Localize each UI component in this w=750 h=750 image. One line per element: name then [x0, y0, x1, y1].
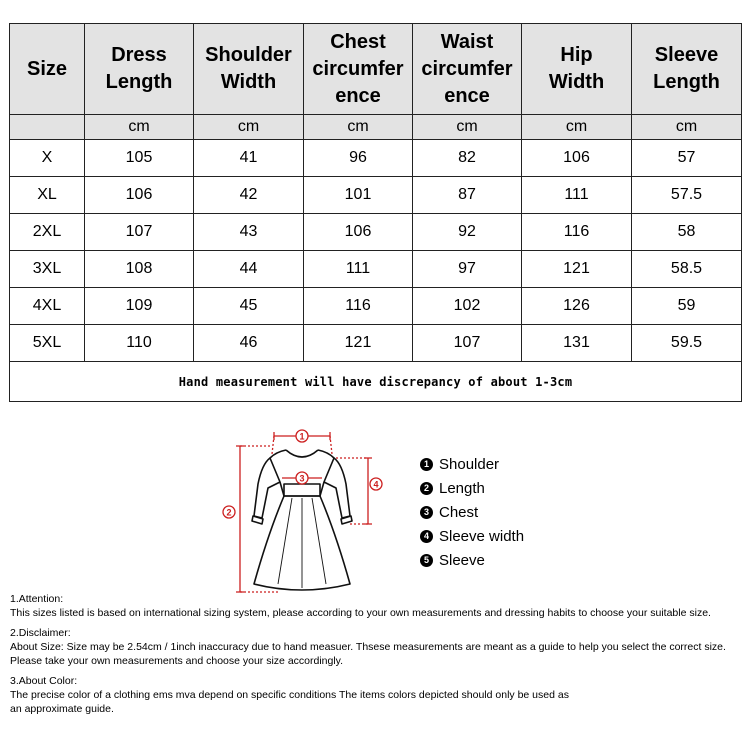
number-badge-icon: 2	[420, 482, 433, 495]
legend-label: Chest	[439, 503, 479, 521]
unit-cell: cm	[522, 115, 632, 140]
marker-3	[296, 472, 308, 484]
table-cell: 97	[413, 251, 522, 288]
table-cell: 59.5	[632, 325, 742, 362]
attention-title: 1.Attention:	[10, 593, 64, 605]
size-cell: XL	[10, 177, 85, 214]
size-cell: 5XL	[10, 325, 85, 362]
table-cell: 57	[632, 140, 742, 177]
color-text: an approximate guide.	[10, 703, 114, 715]
disclaimer-text: About Size: Size may be 2.54cm / 1inch inaccuracy due to hand measuer. Thsese measurements are meant as a guide to help you select the correct size.	[10, 641, 726, 653]
table-row	[10, 140, 742, 177]
measurement-note-row	[10, 362, 742, 402]
table-row	[10, 214, 742, 251]
legend-item	[420, 548, 524, 572]
notes-section	[10, 592, 745, 722]
header-cell: Size	[10, 24, 85, 115]
disclaimer-text: Please take your own measurements and choose your size accordingly.	[10, 655, 344, 667]
measurement-legend	[420, 452, 524, 572]
header-cell: Chest circumfer ence	[304, 24, 413, 115]
table-row	[10, 177, 742, 214]
legend-label: Shoulder	[439, 455, 500, 473]
table-cell: 57.5	[632, 177, 742, 214]
color-block	[10, 674, 745, 716]
table-cell: 46	[194, 325, 304, 362]
legend-item	[420, 524, 524, 548]
unit-cell: cm	[632, 115, 742, 140]
table-cell: 107	[413, 325, 522, 362]
header-cell: Dress Length	[85, 24, 194, 115]
number-badge-icon: 1	[420, 458, 433, 471]
table-cell: 41	[194, 140, 304, 177]
svg-text:4: 4	[373, 479, 379, 490]
table-cell: 44	[194, 251, 304, 288]
svg-text:2: 2	[226, 507, 232, 518]
table-row	[10, 251, 742, 288]
size-table	[9, 23, 742, 402]
attention-block	[10, 592, 745, 620]
table-cell: 106	[304, 214, 413, 251]
svg-text:1: 1	[299, 431, 305, 442]
unit-row	[10, 115, 742, 140]
size-cell: 3XL	[10, 251, 85, 288]
table-cell: 106	[85, 177, 194, 214]
unit-cell	[10, 115, 85, 140]
marker-1	[296, 430, 308, 442]
table-header-row	[10, 24, 742, 115]
unit-cell: cm	[85, 115, 194, 140]
table-cell: 110	[85, 325, 194, 362]
color-title: 3.About Color:	[10, 675, 78, 687]
marker-4	[370, 478, 382, 490]
number-badge-icon: 3	[420, 506, 433, 519]
table-cell: 126	[522, 288, 632, 325]
table-cell: 107	[85, 214, 194, 251]
header-cell: Sleeve Length	[632, 24, 742, 115]
legend-item	[420, 500, 524, 524]
table-cell: 116	[522, 214, 632, 251]
table-cell: 101	[304, 177, 413, 214]
dress-outline-icon	[252, 450, 352, 590]
legend-label: Length	[439, 479, 485, 497]
header-cell: Shoulder Width	[194, 24, 304, 115]
size-cell: 4XL	[10, 288, 85, 325]
table-cell: 59	[632, 288, 742, 325]
table-cell: 108	[85, 251, 194, 288]
unit-cell: cm	[413, 115, 522, 140]
table-cell: 116	[304, 288, 413, 325]
table-cell: 111	[304, 251, 413, 288]
number-badge-icon: 4	[420, 530, 433, 543]
disclaimer-block	[10, 626, 745, 668]
table-cell: 106	[522, 140, 632, 177]
table-cell: 109	[85, 288, 194, 325]
header-cell: Hip Width	[522, 24, 632, 115]
table-cell: 92	[413, 214, 522, 251]
dress-measurement-diagram	[218, 424, 388, 600]
svg-text:3: 3	[299, 473, 305, 484]
legend-label: Sleeve width	[439, 527, 525, 545]
table-cell: 45	[194, 288, 304, 325]
table-cell: 102	[413, 288, 522, 325]
table-cell: 82	[413, 140, 522, 177]
table-cell: 42	[194, 177, 304, 214]
table-cell: 58	[632, 214, 742, 251]
legend-label: Sleeve	[439, 551, 485, 569]
table-cell: 43	[194, 214, 304, 251]
table-cell: 131	[522, 325, 632, 362]
size-cell: 2XL	[10, 214, 85, 251]
measurement-lines	[236, 432, 372, 592]
header-cell: Waist circumfer ence	[413, 24, 522, 115]
legend-item	[420, 476, 524, 500]
table-cell: 121	[304, 325, 413, 362]
legend-item	[420, 452, 524, 476]
table-cell: 87	[413, 177, 522, 214]
measurement-note: Hand measurement will have discrepancy of about 1-3cm	[10, 362, 742, 402]
table-cell: 111	[522, 177, 632, 214]
disclaimer-title: 2.Disclaimer:	[10, 627, 71, 639]
table-row	[10, 325, 742, 362]
table-cell: 58.5	[632, 251, 742, 288]
marker-2	[223, 506, 235, 518]
size-cell: X	[10, 140, 85, 177]
unit-cell: cm	[194, 115, 304, 140]
table-cell: 105	[85, 140, 194, 177]
table-row	[10, 288, 742, 325]
unit-cell: cm	[304, 115, 413, 140]
number-badge-icon: 5	[420, 554, 433, 567]
color-text: The precise color of a clothing ems mva depend on specific conditions The items colors depicted should only be used as	[10, 689, 569, 701]
attention-text: This sizes listed is based on international sizing system, please according to your own measurements and dressing habits to choose your suitable size.	[10, 607, 711, 619]
table-cell: 121	[522, 251, 632, 288]
table-cell: 96	[304, 140, 413, 177]
